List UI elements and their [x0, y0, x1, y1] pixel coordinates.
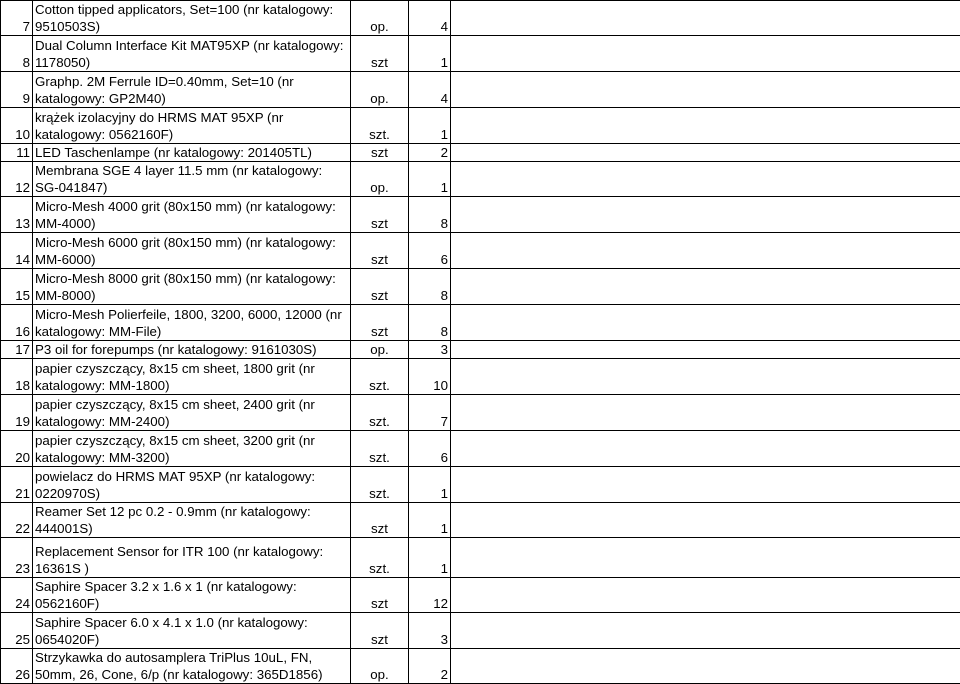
table-row — [1, 359, 960, 395]
item-description: LED Taschenlampe (nr katalogowy: 201405TL) — [33, 144, 351, 162]
row-number: 15 — [1, 269, 33, 305]
table-row — [1, 1, 960, 36]
empty-cell — [451, 538, 960, 578]
item-unit: szt — [351, 36, 409, 72]
item-description: P3 oil for forepumps (nr katalogowy: 9161030S) — [33, 341, 351, 359]
table-row — [1, 305, 960, 341]
empty-cell — [451, 269, 960, 305]
table-row — [1, 613, 960, 649]
item-quantity: 4 — [409, 72, 451, 108]
item-unit: szt — [351, 305, 409, 341]
item-description: Dual Column Interface Kit MAT95XP (nr katalogowy: 1178050) — [33, 36, 351, 72]
empty-cell — [451, 72, 960, 108]
item-unit: op. — [351, 341, 409, 359]
table-row — [1, 649, 960, 684]
table-row — [1, 36, 960, 72]
item-description: Graphp. 2M Ferrule ID=0.40mm, Set=10 (nr katalogowy: GP2M40) — [33, 72, 351, 108]
row-number: 13 — [1, 197, 33, 233]
empty-cell — [451, 431, 960, 467]
table-row — [1, 538, 960, 578]
item-description: powielacz do HRMS MAT 95XP (nr katalogowy: 0220970S) — [33, 467, 351, 503]
item-quantity: 10 — [409, 359, 451, 395]
empty-cell — [451, 233, 960, 269]
empty-cell — [451, 395, 960, 431]
row-number: 16 — [1, 305, 33, 341]
item-quantity: 1 — [409, 538, 451, 578]
item-unit: szt — [351, 269, 409, 305]
item-unit: szt. — [351, 359, 409, 395]
empty-cell — [451, 341, 960, 359]
empty-cell — [451, 36, 960, 72]
empty-cell — [451, 305, 960, 341]
item-description: Reamer Set 12 pc 0.2 - 0.9mm (nr katalogowy: 444001S) — [33, 503, 351, 538]
item-unit: szt. — [351, 108, 409, 144]
item-unit: op. — [351, 1, 409, 36]
row-number: 23 — [1, 538, 33, 578]
table-row — [1, 578, 960, 613]
table-row — [1, 144, 960, 162]
empty-cell — [451, 467, 960, 503]
item-unit: szt. — [351, 395, 409, 431]
item-unit: szt. — [351, 467, 409, 503]
item-unit: op. — [351, 72, 409, 108]
empty-cell — [451, 649, 960, 684]
item-quantity: 1 — [409, 503, 451, 538]
item-description: Saphire Spacer 6.0 x 4.1 x 1.0 (nr katalogowy: 0654020F) — [33, 613, 351, 649]
table-row — [1, 197, 960, 233]
item-description: papier czyszczący, 8x15 cm sheet, 1800 grit (nr katalogowy: MM-1800) — [33, 359, 351, 395]
row-number: 24 — [1, 578, 33, 613]
table-row — [1, 503, 960, 538]
row-number: 21 — [1, 467, 33, 503]
item-description: Micro-Mesh 8000 grit (80x150 mm) (nr katalogowy: MM-8000) — [33, 269, 351, 305]
empty-cell — [451, 108, 960, 144]
empty-cell — [451, 144, 960, 162]
row-number: 20 — [1, 431, 33, 467]
empty-cell — [451, 1, 960, 36]
item-quantity: 4 — [409, 1, 451, 36]
row-number: 11 — [1, 144, 33, 162]
item-quantity: 12 — [409, 578, 451, 613]
item-unit: szt — [351, 578, 409, 613]
empty-cell — [451, 503, 960, 538]
item-description: Saphire Spacer 3.2 x 1.6 x 1 (nr katalogowy: 0562160F) — [33, 578, 351, 613]
row-number: 26 — [1, 649, 33, 684]
item-description: krążek izolacyjny do HRMS MAT 95XP (nr katalogowy: 0562160F) — [33, 108, 351, 144]
item-quantity: 1 — [409, 467, 451, 503]
item-quantity: 1 — [409, 162, 451, 197]
item-quantity: 7 — [409, 395, 451, 431]
row-number: 7 — [1, 1, 33, 36]
table-row — [1, 72, 960, 108]
table-row — [1, 431, 960, 467]
empty-cell — [451, 197, 960, 233]
item-unit: szt — [351, 197, 409, 233]
row-number: 14 — [1, 233, 33, 269]
table-row — [1, 162, 960, 197]
item-description: Micro-Mesh 6000 grit (80x150 mm) (nr katalogowy: MM-6000) — [33, 233, 351, 269]
row-number: 22 — [1, 503, 33, 538]
item-quantity: 6 — [409, 233, 451, 269]
item-quantity: 3 — [409, 613, 451, 649]
item-unit: szt. — [351, 538, 409, 578]
item-description: Micro-Mesh Polierfeile, 1800, 3200, 6000, 12000 (nr katalogowy: MM-File) — [33, 305, 351, 341]
table-row — [1, 341, 960, 359]
item-quantity: 2 — [409, 649, 451, 684]
row-number: 9 — [1, 72, 33, 108]
item-unit: szt — [351, 144, 409, 162]
item-description: Micro-Mesh 4000 grit (80x150 mm) (nr katalogowy: MM-4000) — [33, 197, 351, 233]
table-row — [1, 467, 960, 503]
row-number: 19 — [1, 395, 33, 431]
item-quantity: 8 — [409, 305, 451, 341]
item-description: papier czyszczący, 8x15 cm sheet, 2400 grit (nr katalogowy: MM-2400) — [33, 395, 351, 431]
empty-cell — [451, 359, 960, 395]
row-number: 12 — [1, 162, 33, 197]
item-quantity: 6 — [409, 431, 451, 467]
item-quantity: 8 — [409, 269, 451, 305]
row-number: 25 — [1, 613, 33, 649]
row-number: 17 — [1, 341, 33, 359]
row-number: 8 — [1, 36, 33, 72]
item-description: Replacement Sensor for ITR 100 (nr katalogowy: 16361S ) — [33, 538, 351, 578]
item-quantity: 1 — [409, 108, 451, 144]
table-row — [1, 108, 960, 144]
item-unit: op. — [351, 162, 409, 197]
item-unit: szt — [351, 233, 409, 269]
item-description: Strzykawka do autosamplera TriPlus 10uL, FN, 50mm, 26, Cone, 6/p (nr katalogowy: 365D1856) — [33, 649, 351, 684]
item-quantity: 8 — [409, 197, 451, 233]
item-quantity: 2 — [409, 144, 451, 162]
empty-cell — [451, 162, 960, 197]
empty-cell — [451, 613, 960, 649]
item-quantity: 3 — [409, 341, 451, 359]
item-description: Membrana SGE 4 layer 11.5 mm (nr katalogowy: SG-041847) — [33, 162, 351, 197]
table-row — [1, 395, 960, 431]
item-unit: op. — [351, 649, 409, 684]
item-quantity: 1 — [409, 36, 451, 72]
row-number: 10 — [1, 108, 33, 144]
row-number: 18 — [1, 359, 33, 395]
item-unit: szt — [351, 613, 409, 649]
empty-cell — [451, 578, 960, 613]
table-row — [1, 233, 960, 269]
items-table-body — [1, 1, 960, 684]
table-row — [1, 269, 960, 305]
item-unit: szt — [351, 503, 409, 538]
item-description: papier czyszczący, 8x15 cm sheet, 3200 grit (nr katalogowy: MM-3200) — [33, 431, 351, 467]
item-description: Cotton tipped applicators, Set=100 (nr katalogowy: 9510503S) — [33, 1, 351, 36]
item-unit: szt. — [351, 431, 409, 467]
